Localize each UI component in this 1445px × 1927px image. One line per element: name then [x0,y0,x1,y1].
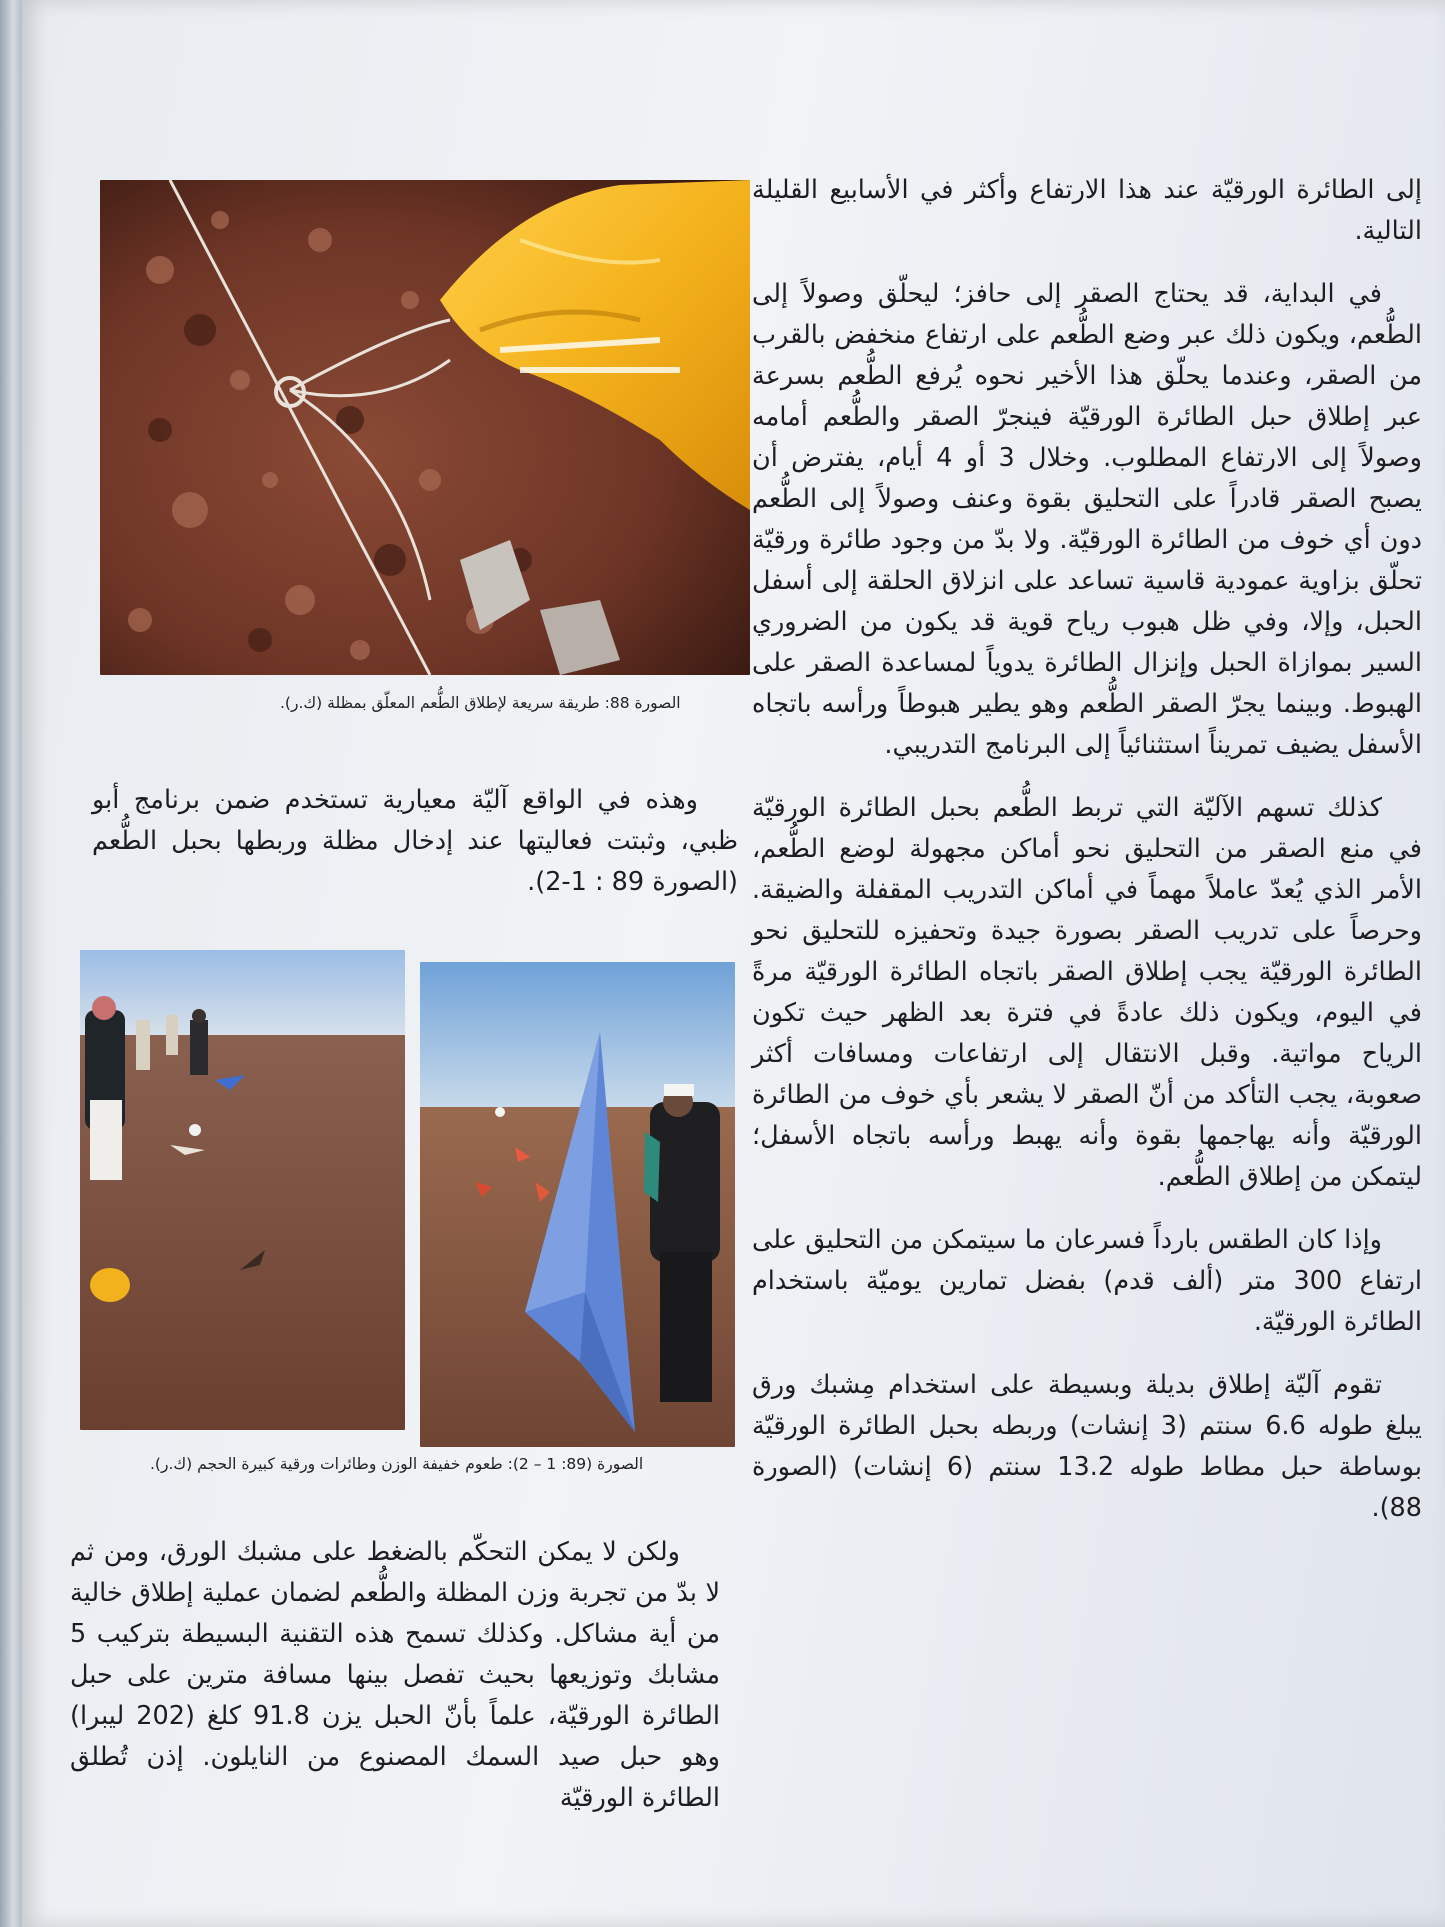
book-spine [0,0,22,1927]
paragraph-cold-weather: وإذا كان الطقس بارداً فسرعان ما سيتمكن من التحليق على ارتفاع 300 متر (ألف قدم) بفضل تمارين يوميّة باستخدام الطائرة الورقيّة. [752,1225,1422,1337]
paragraph-intro: إلى الطائرة الورقيّة عند هذا الارتفاع وأكثر في الأسابيع القليلة التالية. [752,175,1422,246]
right-text-column [752,170,1422,1551]
paragraph-clip-release: تقوم آليّة إطلاق بديلة وبسيطة على استخدام مِشبك ورق يبلغ طوله 6.6 سنتم (3 إنشات) وربطه بحبل الطائرة الورقيّة بوساطة حبل مطاط طوله 13.2 سنتم (6 إنشات) (الصورة 88). [752,1370,1423,1523]
photo-89-2-image [80,950,405,1430]
photo-89-desert-group [80,950,405,1430]
caption-89: الصورة (89: 1 – 2): طعوم خفيفة الوزن وطائرات ورقية كبيرة الحجم (ك.ر). [150,1455,644,1473]
paragraph-abu-dhabi: وهذه في الواقع آليّة معيارية تستخدم ضمن برنامج أبو ظبي، وثبتت فعاليتها عند إدخال مظلة وربطها بحبل الطُّعم (الصورة 89 : 1-2). [92,785,738,897]
paragraph-mechanism: كذلك تسهم الآليّة التي تربط الطُّعم بحبل الطائرة الورقيّة في منع الصقر من التحليق نحو أماكن مجهولة لوضع الطُّعم، الأمر الذي يُعدّ عاملاً مهماً في أماكن التدريب المقفلة والضيقة. وحرصاً على تدريب الصقر بصورة جيدة وتحفيزه للتحليق نحو الطائرة الورقيّة يجب إطلاق الصقر باتجاه الطائرة الورقيّة مرةً في اليوم، ويكون ذلك عادةً في فترة بعد الظهر حيث تكون الرياح مواتية. وقبل الانتقال إلى ارتفاعات ومسافات أكثر صعوبة، يجب التأكد من أنّ الصقر لا يشعر بأي خوف من الطائرة الورقيّة وأنه يهاجمها بقوة وأنه يهبط ورأسه باتجاه الأسفل؛ ليتمكن من إطلاق الطُّعم. [752,793,1422,1192]
photo-88-image [100,180,750,675]
photo-88-parachute-lure [100,180,750,675]
left-bottom-paragraph [70,1532,720,1841]
photo-89-1-image [420,962,735,1447]
left-middle-paragraph [92,780,738,925]
caption-88: الصورة 88: طريقة سريعة لإطلاق الطُّعم المعلّق بمظلة (ك.ر). [280,694,681,712]
paragraph-incentive: في البداية، قد يحتاج الصقر إلى حافز؛ ليحلّق وصولاً إلى الطُّعم، ويكون ذلك عبر وضع الطُّعم على ارتفاع منخفض بالقرب من الصقر، وعندما يحلّق هذا الأخير نحوه يُرفع الطُّعم بسرعة عبر إطلاق حبل الطائرة الورقيّة فينجرّ الصقر والطُّعم أمامه وصولاً إلى الارتفاع المطلوب. وخلال 3 أو 4 أيام، يفترض أن يصبح الصقر قادراً على التحليق بقوة وعنف وصولاً إلى الطُّعم دون أي خوف من الطائرة الورقيّة. ولا بدّ من وجود طائرة ورقيّة تحلّق بزاوية عمودية قاسية تساعد على انزلاق الحلقة إلى أسفل الحبل، وإلا، وفي ظل هبوب رياح قوية قد يكون من الضروري السير بموازاة الحبل وإنزال الطائرة يدوياً لمساعدة الصقر على الهبوط. وبينما يجرّ الصقر الطُّعم وهو يطير هبوطاً ورأسه باتجاه الأسفل يضيف تمريناً استثنائياً إلى البرنامج التدريبي. [752,279,1422,760]
photo-89-falconer-kite [420,962,735,1447]
paragraph-clip-limits: ولكن لا يمكن التحكّم بالضغط على مشبك الورق، ومن ثم لا بدّ من تجربة وزن المظلة والطُّعم لضمان عملية إطلاق خالية من أية مشاكل. وكذلك تسمح هذه التقنية البسيطة بتركيب 5 مشابك وتوزيعها بحيث تفصل بينها مسافة مترين على حبل الطائرة الورقيّة، علماً بأنّ الحبل يزن 91.8 كلغ (202 ليبرا) وهو حبل صيد السمك المصنوع من النايلون. إذن تُطلق الطائرة الورقيّة [70,1537,720,1813]
